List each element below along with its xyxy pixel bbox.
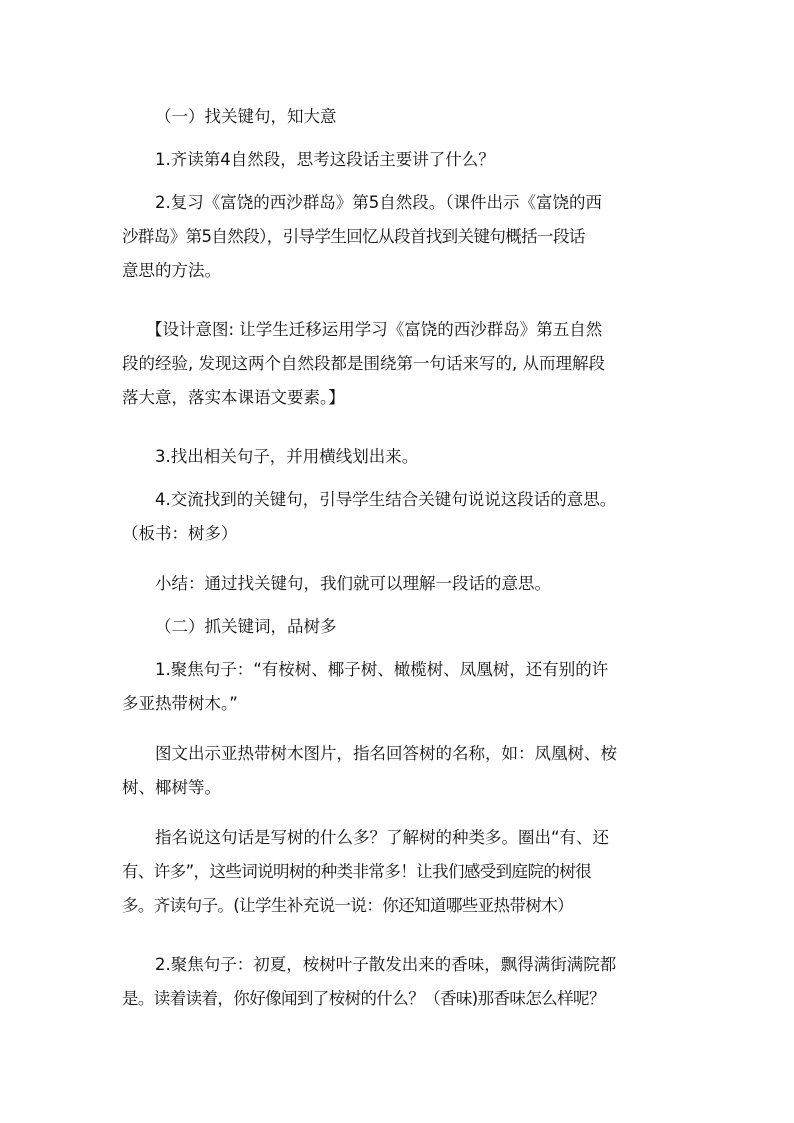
text-line: 小结：通过找关键句，我们就可以理解一段话的意思。 bbox=[155, 574, 551, 593]
text-line: 【设计意图: 让学生迁移运用学习《富饶的西沙群岛》第五自然 bbox=[146, 320, 603, 339]
step-3-paragraph bbox=[122, 440, 677, 474]
text-line: 4.交流找到的关键句，引导学生结合关键句说说这段话的意思。 bbox=[155, 490, 617, 509]
text-line: （板书：树多） bbox=[122, 524, 238, 543]
tree-variety-paragraph bbox=[122, 821, 677, 923]
text-line: 有、许多”，这些词说明树的种类非常多！让我们感受到庭院的树很 bbox=[122, 862, 592, 881]
summary-paragraph bbox=[122, 567, 677, 601]
text-line: 多亚热带树木。” bbox=[122, 694, 238, 713]
text-line: 2.复习《富饶的西沙群岛》第5自然段。（课件出示《富饶的西 bbox=[155, 193, 602, 212]
image-text-paragraph bbox=[122, 737, 677, 805]
text-line: 指名说这句话是写树的什么多？了解树的种类多。圈出“有、还 bbox=[155, 828, 610, 847]
design-intent-paragraph bbox=[122, 313, 677, 415]
text-line: 意思的方法。 bbox=[122, 261, 221, 280]
text-line: 图文出示亚热带树木图片，指名回答树的名称，如：凤凰树、桉 bbox=[155, 744, 617, 763]
step-4-paragraph bbox=[122, 483, 677, 551]
step-1-paragraph bbox=[122, 143, 677, 177]
heading-key-words bbox=[122, 610, 677, 644]
text-line: 落大意，落实本课语文要素。】 bbox=[122, 388, 345, 407]
focus-sentence-1-paragraph bbox=[122, 653, 677, 721]
text-line: 多。齐读句子。(让学生补充说一说：你还知道哪些亚热带树木） bbox=[122, 896, 574, 915]
heading-find-key-sentence bbox=[122, 100, 677, 134]
step-2-paragraph bbox=[122, 186, 677, 288]
text-line: 段的经验, 发现这两个自然段都是围绕第一句话来写的, 从而理解段 bbox=[122, 354, 605, 373]
text-line: 2.聚焦句子：初夏，桉树叶子散发出来的香味，飘得满街满院都 bbox=[155, 955, 617, 974]
focus-sentence-2-paragraph bbox=[122, 948, 677, 1016]
text-line: （二）抓关键词，品树多 bbox=[155, 617, 337, 636]
text-line: 是。读着读着，你好像闻到了桉树的什么？（香味)那香味怎么样呢？ bbox=[122, 989, 605, 1008]
text-line: 沙群岛》第5自然段），引导学生回忆从段首找到关键句概括一段话 bbox=[122, 227, 585, 246]
text-line: （一）找关键句，知大意 bbox=[155, 107, 337, 126]
text-line: 1.齐读第4自然段，思考这段话主要讲了什么？ bbox=[155, 150, 495, 169]
text-line: 1.聚焦句子：“有桉树、椰子树、橄榄树、凤凰树，还有别的许 bbox=[155, 660, 609, 679]
text-line: 3.找出相关句子，并用横线划出来。 bbox=[155, 447, 419, 466]
text-line: 树、椰树等。 bbox=[122, 778, 221, 797]
